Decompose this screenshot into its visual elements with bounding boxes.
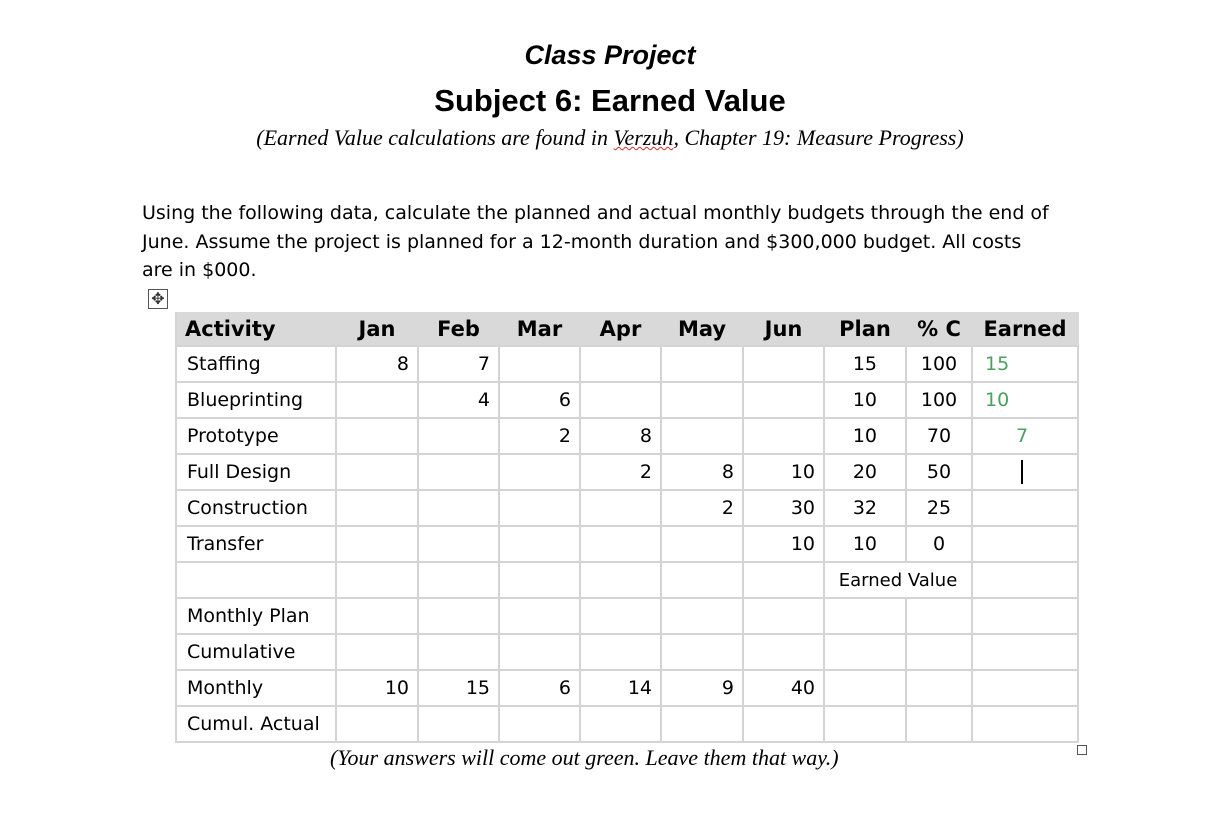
cell-blank[interactable]: [743, 634, 824, 670]
earned-value-table[interactable]: [175, 312, 1079, 743]
cell-apr[interactable]: [580, 490, 661, 526]
cell-blank[interactable]: [499, 598, 580, 634]
cell-may[interactable]: [661, 526, 743, 562]
cell-jun[interactable]: 10: [743, 526, 824, 562]
cell-plan[interactable]: [824, 670, 906, 706]
source-note-post: , Chapter 19: Measure Progress): [673, 125, 964, 150]
cell-earned[interactable]: [972, 526, 1078, 562]
cell-jun[interactable]: [743, 346, 824, 382]
cell-earned[interactable]: [972, 598, 1078, 634]
instructions-paragraph[interactable]: [142, 199, 1082, 285]
cell-earned[interactable]: [972, 490, 1078, 526]
cell-mar[interactable]: [499, 346, 580, 382]
cell-earned[interactable]: [972, 670, 1078, 706]
cell-jan[interactable]: [336, 454, 418, 490]
instructions-line-1: Using the following data, calculate the planned and actual monthly budgets through the end of: [142, 202, 1049, 224]
cell-blank[interactable]: [499, 562, 580, 598]
activity-name[interactable]: Full Design: [176, 454, 336, 490]
cell-blank[interactable]: [906, 706, 972, 742]
cell-jan[interactable]: [336, 526, 418, 562]
cell-feb[interactable]: [418, 490, 499, 526]
cell-blank[interactable]: [661, 706, 743, 742]
table-move-handle[interactable]: [148, 289, 168, 309]
cell-mar[interactable]: 6: [499, 382, 580, 418]
earned-value-label: Earned Value: [824, 562, 972, 598]
cell-blank[interactable]: [418, 562, 499, 598]
monthly-actual-label[interactable]: Monthly: [176, 670, 336, 706]
cell-earned-active[interactable]: [972, 454, 1078, 490]
cell-pct-complete[interactable]: 100: [906, 346, 972, 382]
cell-plan[interactable]: 10: [824, 418, 906, 454]
doc-subject-heading: Subject 6: Earned Value: [434, 83, 786, 118]
instructions-line-2: June. Assume the project is planned for a 12-month duration and $300,000 budget. All costs: [142, 230, 1022, 253]
cell-blank[interactable]: [661, 634, 743, 670]
col-header-mar: Mar: [499, 312, 580, 346]
cell-may[interactable]: [661, 418, 743, 454]
cell-earned[interactable]: 10: [972, 382, 1078, 418]
cell-blank[interactable]: [661, 598, 743, 634]
cell-mar[interactable]: [499, 454, 580, 490]
cell-blank[interactable]: [336, 706, 418, 742]
source-note-pre: (Earned Value calculations are found in: [256, 125, 614, 150]
cell-blank[interactable]: [336, 634, 418, 670]
col-header-plan: Plan: [824, 312, 906, 346]
cell-pct-complete[interactable]: 100: [906, 382, 972, 418]
col-header-activity: Activity: [176, 312, 336, 346]
cell-blank[interactable]: [580, 562, 661, 598]
cell-blank[interactable]: [336, 562, 418, 598]
cell-jan[interactable]: [336, 418, 418, 454]
cell-jun[interactable]: 40: [743, 670, 824, 706]
cell-feb[interactable]: [418, 418, 499, 454]
cell-blank[interactable]: [418, 598, 499, 634]
cell-blank[interactable]: [499, 706, 580, 742]
cell-feb[interactable]: [418, 526, 499, 562]
cell-pct-complete[interactable]: 70: [906, 418, 972, 454]
table-row: [176, 634, 1078, 670]
doc-source-note: [0, 125, 1220, 151]
cell-earned[interactable]: 15: [972, 346, 1078, 382]
table-row: [176, 598, 1078, 634]
cell-jan[interactable]: 8: [336, 346, 418, 382]
cell-blank[interactable]: [972, 706, 1078, 742]
cell-pct-complete[interactable]: [906, 598, 972, 634]
blank-row-label[interactable]: [176, 562, 336, 598]
cell-feb[interactable]: 7: [418, 346, 499, 382]
cell-jun[interactable]: 30: [743, 490, 824, 526]
col-header-jan: Jan: [336, 312, 418, 346]
cell-apr[interactable]: 8: [580, 418, 661, 454]
footnote: (Your answers will come out green. Leave them that way.): [330, 745, 839, 770]
activity-name[interactable]: Transfer: [176, 526, 336, 562]
table-row: [176, 382, 1078, 418]
cell-jan[interactable]: [336, 490, 418, 526]
monthly-plan-label[interactable]: Monthly Plan: [176, 598, 336, 634]
table-row: [176, 562, 1078, 598]
table-row: [176, 526, 1078, 562]
table-row: [176, 418, 1078, 454]
activity-name[interactable]: Staffing: [176, 346, 336, 382]
cell-pct-complete[interactable]: 50: [906, 454, 972, 490]
cell-plan[interactable]: 32: [824, 490, 906, 526]
cell-apr[interactable]: [580, 526, 661, 562]
cell-mar[interactable]: [499, 490, 580, 526]
cell-may[interactable]: 2: [661, 490, 743, 526]
table-row: [176, 490, 1078, 526]
col-header-jun: Jun: [743, 312, 824, 346]
cell-plan[interactable]: 15: [824, 346, 906, 382]
cell-blank[interactable]: [906, 634, 972, 670]
cell-blank[interactable]: [580, 634, 661, 670]
cumul-actual-label[interactable]: Cumul. Actual: [176, 706, 336, 742]
doc-title: Class Project: [524, 40, 696, 70]
col-header-may: May: [661, 312, 743, 346]
cell-may[interactable]: 9: [661, 670, 743, 706]
cell-blank[interactable]: [743, 562, 824, 598]
table-row: [176, 670, 1078, 706]
col-header-pct-complete: % C: [906, 312, 972, 346]
cell-plan[interactable]: 10: [824, 382, 906, 418]
cell-blank[interactable]: [972, 634, 1078, 670]
cell-may[interactable]: 8: [661, 454, 743, 490]
cell-blank[interactable]: [743, 706, 824, 742]
cell-jun[interactable]: [743, 382, 824, 418]
cell-earned[interactable]: 7: [972, 418, 1078, 454]
cell-apr[interactable]: 2: [580, 454, 661, 490]
cell-pct-complete[interactable]: 0: [906, 526, 972, 562]
cell-blank[interactable]: [580, 706, 661, 742]
cell-pct-complete[interactable]: 25: [906, 490, 972, 526]
earned-value-total-cell[interactable]: [972, 562, 1078, 598]
cell-blank[interactable]: [661, 562, 743, 598]
cell-jan[interactable]: 10: [336, 670, 418, 706]
activity-name[interactable]: Construction: [176, 490, 336, 526]
table-header-row: [176, 312, 1078, 346]
cell-jun[interactable]: 10: [743, 454, 824, 490]
cell-feb[interactable]: 15: [418, 670, 499, 706]
text-cursor: [1021, 460, 1023, 484]
cell-may[interactable]: [661, 382, 743, 418]
cell-plan[interactable]: 10: [824, 526, 906, 562]
cell-plan[interactable]: [824, 598, 906, 634]
activity-name[interactable]: Blueprinting: [176, 382, 336, 418]
instructions-line-3: are in $000.: [142, 259, 257, 281]
cell-blank[interactable]: [824, 706, 906, 742]
cell-blank[interactable]: [824, 634, 906, 670]
cell-apr[interactable]: [580, 346, 661, 382]
table-resize-handle[interactable]: [1077, 745, 1087, 755]
col-header-apr: Apr: [580, 312, 661, 346]
cell-apr[interactable]: [580, 382, 661, 418]
cell-blank[interactable]: [336, 598, 418, 634]
table-row: [176, 346, 1078, 382]
col-header-feb: Feb: [418, 312, 499, 346]
cell-mar[interactable]: [499, 526, 580, 562]
table-row: [176, 706, 1078, 742]
cell-apr[interactable]: 14: [580, 670, 661, 706]
table-row: [176, 454, 1078, 490]
move-icon: ✥: [151, 289, 165, 308]
cell-mar[interactable]: 6: [499, 670, 580, 706]
cell-blank[interactable]: [499, 634, 580, 670]
cell-jun[interactable]: [743, 418, 824, 454]
cell-plan[interactable]: 20: [824, 454, 906, 490]
cell-blank[interactable]: [743, 598, 824, 634]
source-author-misspelled[interactable]: Verzuh: [613, 125, 674, 150]
cell-feb[interactable]: [418, 454, 499, 490]
cell-pct-complete[interactable]: [906, 670, 972, 706]
cell-blank[interactable]: [418, 706, 499, 742]
cell-blank[interactable]: [418, 634, 499, 670]
cell-blank[interactable]: [580, 598, 661, 634]
activity-name[interactable]: Prototype: [176, 418, 336, 454]
cell-may[interactable]: [661, 346, 743, 382]
cumulative-label[interactable]: Cumulative: [176, 634, 336, 670]
col-header-earned: Earned: [972, 312, 1078, 346]
cell-jan[interactable]: [336, 382, 418, 418]
cell-mar[interactable]: 2: [499, 418, 580, 454]
cell-feb[interactable]: 4: [418, 382, 499, 418]
